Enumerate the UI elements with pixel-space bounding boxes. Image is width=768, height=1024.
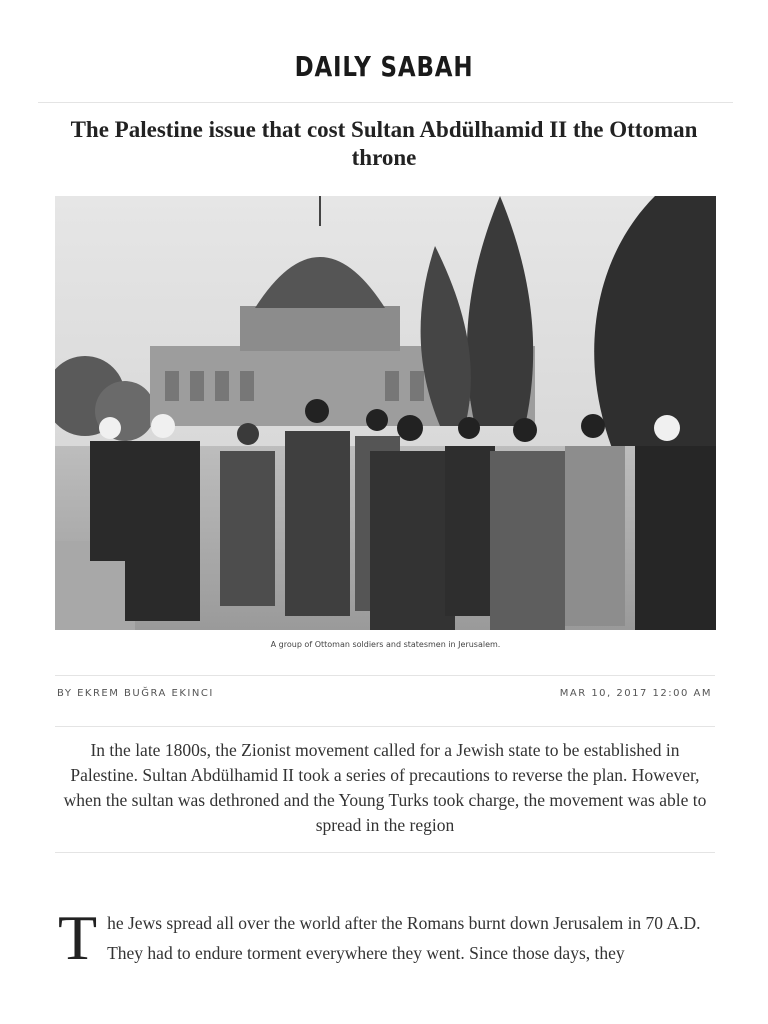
article-headline: The Palestine issue that cost Sultan Abdülhamid II the Ottoman throne [70,117,698,170]
drop-cap: T [58,902,98,973]
meta-divider-bottom [55,726,715,727]
photo-caption: A group of Ottoman soldiers and statesmen in Jerusalem. [270,640,501,649]
article-body [58,902,718,973]
article-summary: In the late 1800s, the Zionist movement called for a Jewish state to be established in Palestine. Sultan Abdülhamid II took a series of precautions to reverse the plan. However, when the sultan was dethroned and the Young Turks took charge, the movement was able to spread in the region [63,740,707,835]
author-byline[interactable]: BY EKREM BUĞRA EKINCI [57,688,214,699]
body-paragraph: he Jews spread all over the world after the Romans burnt down Jerusalem in 70 A.D. They had to endure torment everywhere they went. Since those days, they [107,913,701,963]
summary-divider [55,852,715,853]
meta-divider-top [55,675,715,676]
article-photo [55,196,716,630]
publish-date: MAR 10, 2017 12:00 AM [559,688,712,699]
site-logo[interactable]: DAILY SABAH [294,50,474,83]
header-divider [38,102,733,103]
